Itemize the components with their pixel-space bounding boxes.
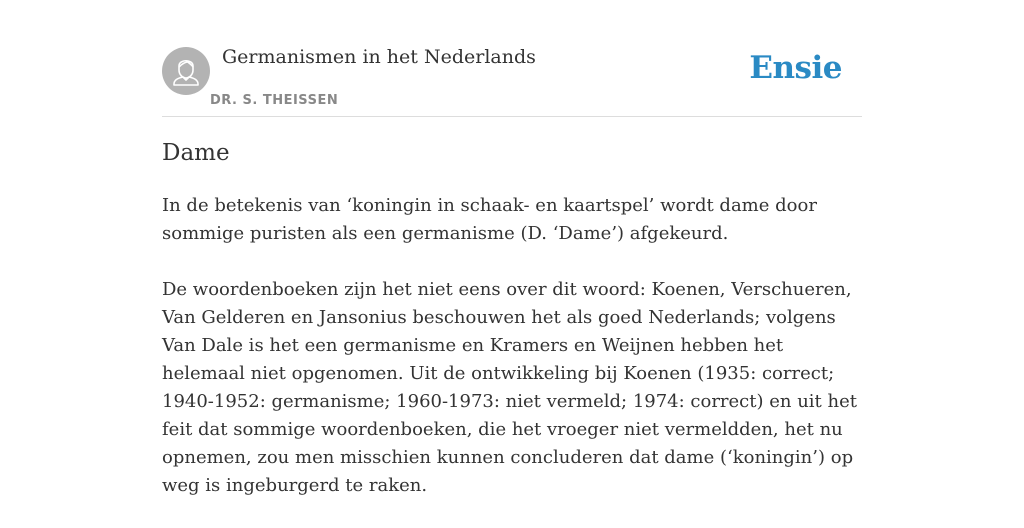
- brand-logo[interactable]: Ensie: [749, 50, 842, 86]
- entry-body: [162, 192, 862, 528]
- user-icon: [162, 47, 210, 95]
- entry-paragraph: In de betekenis van ‘koningin in schaak- en kaartspel’ wordt dame door sommige puristen als een germanisme (D. ‘Dame’) afgekeurd.: [162, 195, 817, 244]
- page-container: [162, 0, 862, 496]
- entry-paragraph: De woordenboeken zijn het niet eens over dit woord: Koenen, Verschueren, Van Gelderen en Jansonius beschouwen het als goed Nederlands; volgens Van Dale is het een germanisme en Kramers en Weijnen hebben het helemaal niet opgenomen. Uit de ontwikkeling bij Koenen (1935: correct; 1940-1952: germanisme; 1960-1973: niet vermeld; 1974: correct) en uit het feit dat sommige woordenboeken, die het vroeger niet vermeldden, het nu opnemen, zou men misschien kunnen concluderen dat dame (‘koningin’) op weg is ingeburgerd te raken.: [162, 279, 857, 496]
- author-avatar[interactable]: [162, 47, 210, 95]
- author-name[interactable]: DR. S. THEISSEN: [210, 93, 339, 108]
- entry-header: [162, 0, 862, 117]
- entry-title: Dame: [162, 140, 230, 166]
- book-title[interactable]: Germanismen in het Nederlands: [222, 46, 536, 68]
